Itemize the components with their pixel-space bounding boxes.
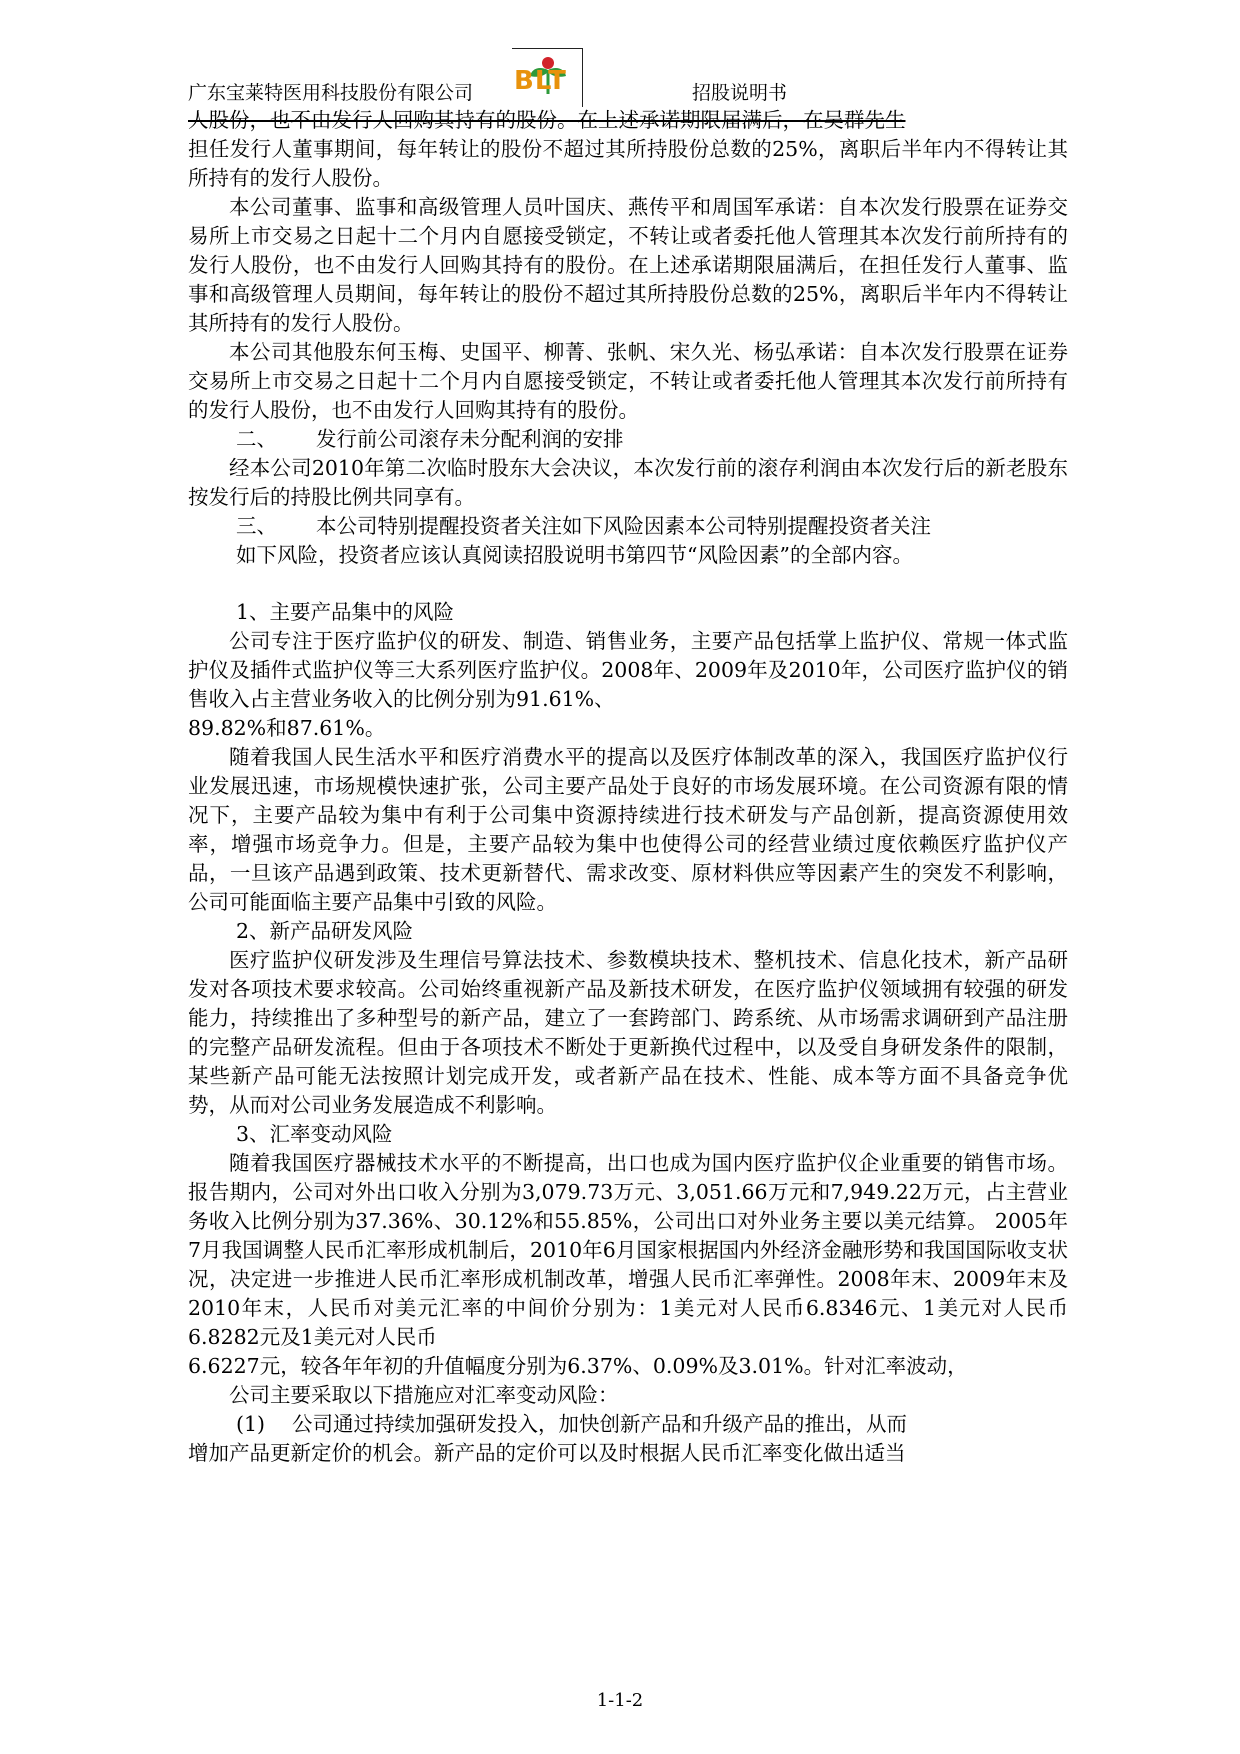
risk-1-paragraph-2: 随着我国人民生活水平和医疗消费水平的提高以及医疗体制改革的深入，我国医疗监护仪行业发展迅速，市场规模快速扩张，公司主要产品处于良好的市场发展环境。在公司资源有限的情况下，主要产品较为集中有利于公司集中资源持续进行技术研发与产品创新，提高资源使用效率，增强市场竞争力。但是，主要产品较为集中也使得公司的经营业绩过度依赖医疗监护仪产品，一旦该产品遇到政策、技术更新替代、需求改变、原材料供应等因素产生的突发不利影响，公司可能面临主要产品集中引致的风险。 [188, 745, 1068, 914]
section-title: 发行前公司滚存未分配利润的安排 [316, 427, 624, 451]
measure-item-1 [188, 1410, 1068, 1439]
paragraph-directors-commitment: 本公司董事、监事和高级管理人员叶国庆、燕传平和周国军承诺：自本次发行股票在证券交易所上市交易之日起十二个月内自愿接受锁定，不转让或者委托他人管理其本次发行前所持有的发行人股份，也不由发行人回购其持有的股份。在上述承诺期限届满后，在担任发行人董事、监事和高级管理人员期间，每年转让的股份不超过其所持股份总数的25%，离职后半年内不得转让其所持有的发行人股份。 [188, 195, 1068, 335]
paragraph-continued-line: 人股份，也不由发行人回购其持有的股份。在上述承诺期限届满后，在吴群先生 [188, 108, 906, 132]
page-number: 1-1-2 [596, 1690, 644, 1711]
section-number: 二、 [236, 427, 277, 451]
section-2-text: 经本公司2010年第二次临时股东大会决议，本次发行前的滚存利润由本次发行后的新老股东按发行后的持股比例共同享有。 [188, 456, 1068, 509]
spacer [188, 570, 1068, 598]
paragraph-shareholders-commitment: 本公司其他股东何玉梅、史国平、柳菁、张帆、宋久光、杨弘承诺：自本次发行股票在证券交易所上市交易之日起十二个月内自愿接受锁定，不转让或者委托他人管理其本次发行前所持有的发行人股份，也不由发行人回购其持有的股份。 [188, 340, 1068, 422]
document-type: 招股说明书 [692, 82, 788, 104]
blt-logo [512, 48, 584, 114]
section-3-text: 如下风险，投资者应该认真阅读招股说明书第四节“风险因素”的全部内容。 [236, 543, 913, 567]
risk-3-paragraph-1-tail: 6.6227元，较各年年初的升值幅度分别为6.37%、0.09%及3.01%。针对汇率波动， [188, 1354, 968, 1378]
company-name: 广东宝莱特医用科技股份有限公司 [188, 82, 474, 104]
risk-heading-2: 2、新产品研发风险 [236, 919, 414, 943]
logo-text: BLT [514, 66, 567, 96]
measure-number: (1) [236, 1412, 266, 1436]
document-body [188, 106, 1068, 1468]
measure-item-1-continued: 增加产品更新定价的机会。新产品的定价可以及时根据人民币汇率变化做出适当 [188, 1441, 906, 1465]
section-title: 本公司特别提醒投资者关注如下风险因素本公司特别提醒投资者关注 [316, 514, 931, 538]
section-heading-2 [188, 425, 1068, 454]
risk-heading-1: 1、主要产品集中的风险 [236, 600, 455, 624]
measure-text: 公司通过持续加强研发投入，加快创新产品和升级产品的推出，从而 [292, 1412, 907, 1436]
section-heading-3 [188, 512, 1068, 541]
risk-1-paragraph-1: 公司专注于医疗监护仪的研发、制造、销售业务，主要产品包括掌上监护仪、常规一体式监护仪及插件式监护仪等三大系列医疗监护仪。2008年、2009年及2010年，公司医疗监护仪的销售收入占主营业务收入的比例分别为91.61%、 [188, 629, 1068, 711]
risk-1-paragraph-1-tail: 89.82%和87.61%。 [188, 716, 386, 740]
paragraph-continued: 担任发行人董事期间，每年转让的股份不超过其所持股份总数的25%，离职后半年内不得转让其所持有的发行人股份。 [188, 137, 1068, 190]
section-number: 三、 [236, 514, 277, 538]
risk-3-paragraph-1: 随着我国医疗器械技术水平的不断提高，出口也成为国内医疗监护仪企业重要的销售市场。报告期内，公司对外出口收入分别为3,079.73万元、3,051.66万元和7,949.22万元，占主营业务收入比例分别为37.36%、30.12%和55.85%，公司出口对外业务主要以美元结算。 2005年7月我国调整人民币汇率形成机制后，2010年6月国家根据国内外经济金融形势和我国国际收支状况，决定进一步推进人民币汇率形成机制改革，增强人民币汇率弹性。2008年末、2009年末及2010年末，人民币对美元汇率的中间价分别为：1美元对人民币6.8346元、1美元对人民币6.8282元及1美元对人民币 [188, 1151, 1068, 1349]
risk-heading-3: 3、汇率变动风险 [236, 1122, 393, 1146]
risk-3-paragraph-2: 公司主要采取以下措施应对汇率变动风险： [229, 1383, 619, 1407]
risk-2-paragraph: 医疗监护仪研发涉及生理信号算法技术、参数模块技术、整机技术、信息化技术，新产品研发对各项技术要求较高。公司始终重视新产品及新技术研发，在医疗监护仪领域拥有较强的研发能力，持续推出了多种型号的新产品，建立了一套跨部门、跨系统、从市场需求调研到产品注册的完整产品研发流程。但由于各项技术不断处于更新换代过程中，以及受自身研发条件的限制，某些新产品可能无法按照计划完成开发，或者新产品在技术、性能、成本等方面不具备竞争优势，从而对公司业务发展造成不利影响。 [188, 948, 1068, 1117]
